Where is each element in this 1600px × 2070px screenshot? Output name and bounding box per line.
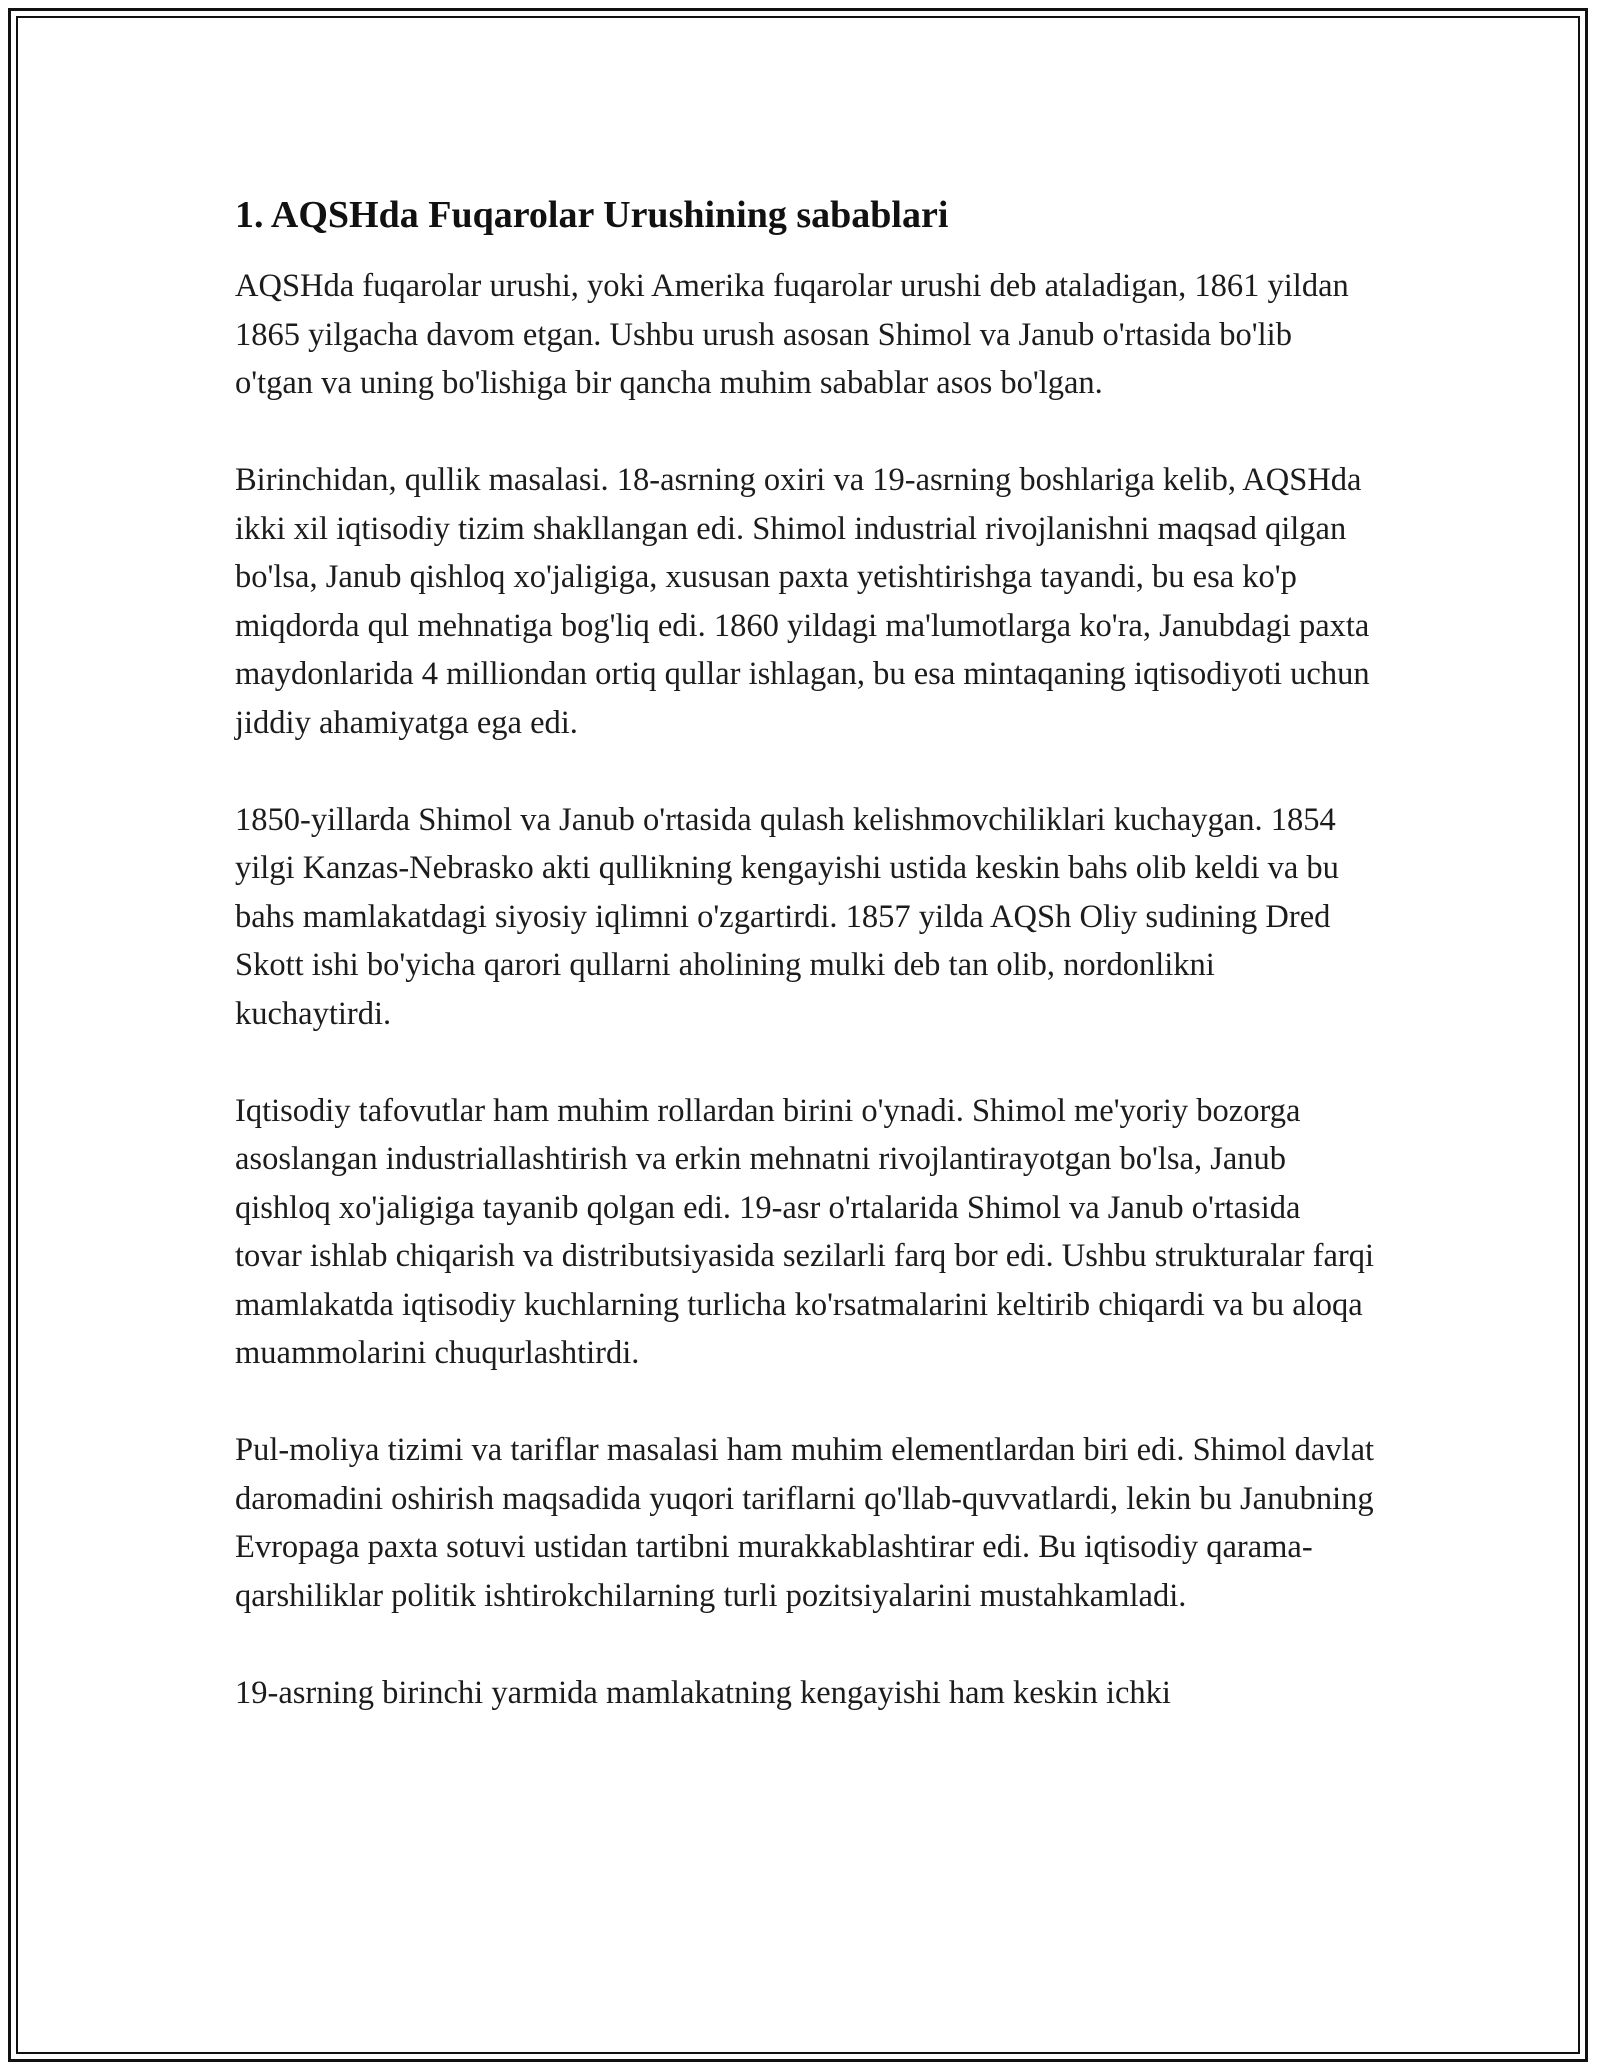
paragraph-1850s-disputes: 1850-yillarda Shimol va Janub o'rtasida qulash kelishmovchiliklari kuchaygan. 1854 yilgi Kanzas-Nebrasko akti qullikning kengayishi ustida keskin bahs olib keldi va bu bahs mamlakatdagi siyosiy iqlimni o'zgartirdi. 1857 yilda AQSh Oliy sudining Dred Skott ishi bo'yicha qarori qullarni aholining mulki deb tan olib, nordonlikni kuchaytirdi. (235, 801, 1339, 1032)
paragraph-slavery: Birinchidan, qullik masalasi. 18-asrning oxiri va 19-asrning boshlariga kelib, AQSHda ikki xil iqtisodiy tizim shakllangan edi. Shimol industrial rivojlanishni maqsad qilgan bo'lsa, Janub qishloq xo'jaligiga, xususan paxta yetishtirishga tayandi, bu esa ko'p miqdorda qul mehnatiga bog'liq edi. 1860 yildagi ma'lumotlarga ko'ra, Janubdagi paxta maydonlarida 4 milliondan ortiq qullar ishlagan, bu esa mintaqaning iqtisodiyoti uchun jiddiy ahamiyatga ega edi. (235, 462, 1370, 741)
section-heading: 1. AQSHda Fuqarolar Urushining sabablari (235, 194, 949, 236)
document-body (235, 190, 1375, 1717)
paragraph-tariffs: Pul-moliya tizimi va tariflar masalasi ham muhim elementlardan biri edi. Shimol davlat daromadini oshirish maqsadida yuqori tariflarni qo'llab-quvvatlardi, lekin bu Janubning Evropaga paxta sotuvi ustidan tartibni murakkablashtirar edi. Bu iqtisodiy qarama-qarshiliklar politik ishtirokchilarning turli pozitsiyalarini mustahkamladi. (235, 1432, 1375, 1614)
paragraph-economic-differences: Iqtisodiy tafovutlar ham muhim rollardan birini o'ynadi. Shimol me'yoriy bozorga asoslangan industriallashtirish va erkin mehnatni rivojlantirayotgan bo'lsa, Janub qishloq xo'jaligiga tayanib qolgan edi. 19-asr o'rtalarida Shimol va Janub o'rtasida tovar ishlab chiqarish va distributsiyasida sezilarli farq bor edi. Ushbu strukturalar farqi mamlakatda iqtisodiy kuchlarning turlicha ko'rsatmalarini keltirib chiqardi va bu aloqa muammolarini chuqurlashtirdi. (235, 1092, 1374, 1371)
paragraph-intro: AQSHda fuqarolar urushi, yoki Amerika fuqarolar urushi deb ataladigan, 1861 yildan 1865 yilgacha davom etgan. Ushbu urush asosan Shimol va Janub o'rtasida bo'lib o'tgan va uning bo'lishiga bir qancha muhim sabablar asos bo'lgan. (235, 268, 1349, 401)
paragraph-expansion: 19-asrning birinchi yarmida mamlakatning kengayishi ham keskin ichki (235, 1674, 1171, 1711)
